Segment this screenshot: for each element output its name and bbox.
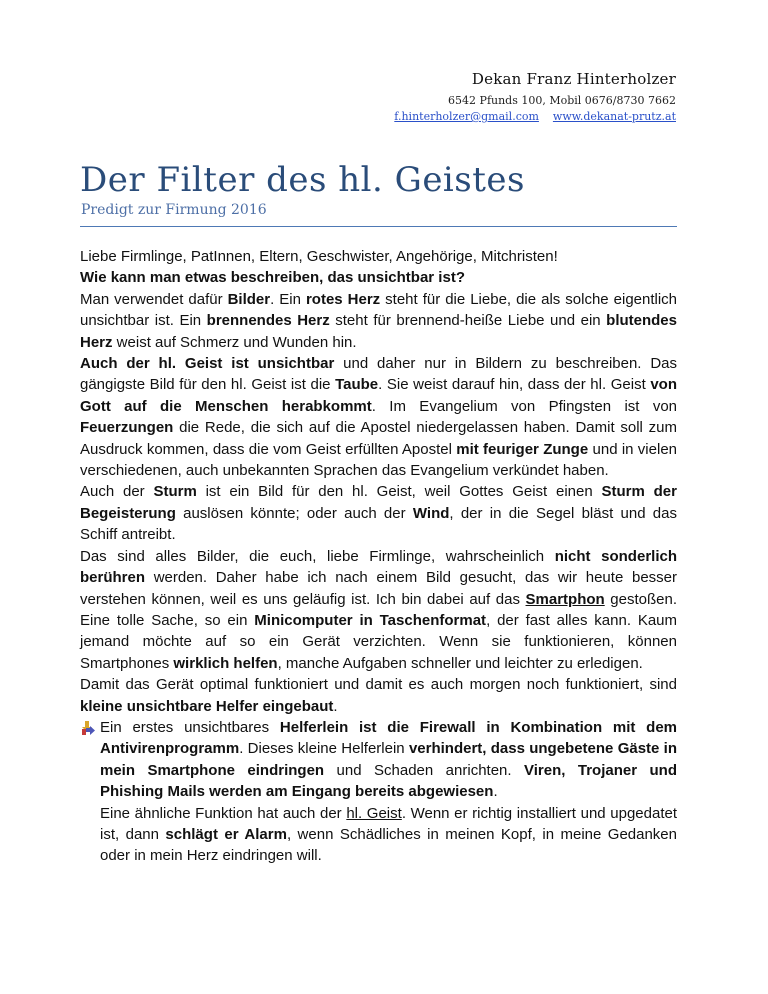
bold-text: Sturm bbox=[153, 483, 197, 501]
bold-text: verhindert, dass ungebetene Gäste in mein Smartphone eindringen bbox=[100, 740, 677, 779]
arrow-down-right-bullet-icon bbox=[80, 720, 96, 736]
text: Das sind alles Bilder, die euch, liebe Firmlinge, wahrscheinlich bbox=[80, 547, 555, 565]
text: und in vielen verschiedenen, auch unbekannten Sprachen das Evangelium verkündet haben. bbox=[80, 440, 677, 480]
bold-text: Minicomputer in Taschenformat bbox=[254, 611, 487, 629]
question-paragraph bbox=[80, 267, 677, 288]
text: . Dieses kleine Helferlein bbox=[239, 740, 409, 758]
bullet-paragraph bbox=[100, 803, 677, 867]
bold-text: kleine unsichtbare Helfer eingebaut bbox=[80, 697, 334, 715]
bullet-paragraph bbox=[100, 717, 677, 803]
text: . bbox=[493, 783, 498, 801]
text: Ein erstes unsichtbares bbox=[100, 718, 280, 736]
text: weist auf Schmerz und Wunden hin. bbox=[112, 333, 357, 351]
bold-text: Wie kann man etwas beschreiben, das unsichtbar ist? bbox=[80, 269, 465, 287]
paragraph-helpers bbox=[80, 674, 677, 717]
text: die Rede, die sich auf die Apostel niedergelassen haben. Damit soll zum Ausdruck kommen, dass die vom Geist erfüllten Apostel bbox=[80, 419, 677, 458]
underlined-text: hl. Geist bbox=[346, 804, 402, 822]
text: und Schaden anrichten. bbox=[324, 761, 525, 779]
bold-text: mit feuriger Zunge bbox=[456, 440, 589, 458]
greeting-paragraph: Liebe Firmlinge, PatInnen, Eltern, Geschwister, Angehörige, Mitchristen! bbox=[80, 248, 558, 265]
bold-text: schlägt er Alarm bbox=[165, 825, 287, 843]
text: , manche Aufgaben schneller und leichter zu erledigen. bbox=[277, 654, 643, 672]
text: werden. Daher habe ich nach einem Bild gesucht, das wir heute besser verstehen können, weil es uns geläufig ist. Ich bin dabei auf das bbox=[80, 569, 677, 608]
paragraph-images bbox=[80, 289, 677, 353]
bold-text: Wind bbox=[412, 504, 450, 522]
bold-text: Auch der hl. Geist ist unsichtbar bbox=[80, 355, 335, 373]
document-subtitle: Predigt zur Firmung 2016 bbox=[81, 202, 267, 218]
bold-underlined-text: Smartphon bbox=[525, 590, 605, 608]
text: steht für brennend-heiße Liebe und ein bbox=[329, 312, 607, 330]
text: steht für die Liebe, die als solche eigentlich unsichtbar ist. Ein bbox=[80, 290, 678, 330]
bold-text: Bilder bbox=[227, 290, 271, 308]
author-name: Dekan Franz Hinterholzer bbox=[471, 70, 676, 88]
bold-text: Viren, Trojaner und Phishing Mails werden am Eingang bereits abgewiesen bbox=[100, 761, 677, 801]
text: gestoßen. Eine tolle Sache, so ein bbox=[80, 590, 677, 629]
title-divider bbox=[80, 226, 677, 227]
text: . bbox=[333, 697, 338, 715]
bold-text: wirklich helfen bbox=[173, 654, 278, 672]
text: auslösen könnte; oder auch der bbox=[175, 504, 413, 522]
text: Auch der bbox=[80, 483, 154, 501]
bold-text: blutendes Herz bbox=[80, 312, 677, 351]
author-address: 6542 Pfunds 100, Mobil 0676/8730 7662 bbox=[448, 94, 676, 107]
text: Man verwendet dafür bbox=[80, 290, 228, 308]
document-title: Der Filter des hl. Geistes bbox=[80, 160, 525, 200]
text: . Ein bbox=[270, 290, 306, 308]
text: ist ein Bild für den hl. Geist, weil Gottes Geist einen bbox=[196, 483, 602, 501]
bold-text: nicht sonderlich berühren bbox=[80, 547, 677, 587]
bold-text: Feuerzungen bbox=[80, 419, 174, 437]
contact-links bbox=[380, 110, 676, 123]
paragraph-holy-spirit bbox=[80, 353, 677, 481]
text: , der fast alles kann. Kaum jemand möchte auf so ein Gerät verzichten. Wenn sie funktionieren, können Smartphones bbox=[80, 611, 678, 672]
text: , wenn Schädliches in meinen Kopf, in meine Gedanken oder in mein Herz eindringen will. bbox=[100, 825, 677, 865]
bold-text: brennendes Herz bbox=[206, 312, 330, 330]
bold-text: von Gott auf die Menschen herabkommt bbox=[80, 376, 677, 415]
bold-text: rotes Herz bbox=[305, 290, 381, 308]
letterhead bbox=[380, 70, 676, 123]
bullet-item-firewall bbox=[80, 717, 677, 867]
website-link[interactable]: www.dekanat-prutz.at bbox=[552, 110, 676, 123]
sermon-body bbox=[80, 246, 677, 867]
bold-text: Sturm der Begeisterung bbox=[80, 483, 677, 522]
text: . Wenn er richtig installiert und upgedatet ist, dann bbox=[100, 804, 677, 843]
text: . Im Evangelium von Pfingsten ist von bbox=[371, 397, 678, 415]
text: und daher nur in Bildern zu beschreiben. Das gängigste Bild für den hl. Geist ist die bbox=[80, 355, 677, 394]
text: , der in die Segel bläst und das Schiff antreibt. bbox=[80, 504, 677, 544]
text: Eine ähnliche Funktion hat auch der bbox=[100, 804, 347, 822]
paragraph-smartphone bbox=[80, 546, 677, 674]
text: Damit das Gerät optimal funktioniert und damit es auch morgen noch funktioniert, sind bbox=[80, 676, 677, 694]
bold-text: Taube bbox=[335, 376, 379, 394]
paragraph-storm bbox=[80, 481, 677, 545]
text: . Sie weist darauf hin, dass der hl. Geist bbox=[378, 376, 651, 394]
bold-text: Helferlein ist die Firewall in Kombination mit dem Antivirenprogramm bbox=[100, 718, 678, 758]
email-link[interactable]: f.hinterholzer@gmail.com bbox=[394, 110, 539, 123]
